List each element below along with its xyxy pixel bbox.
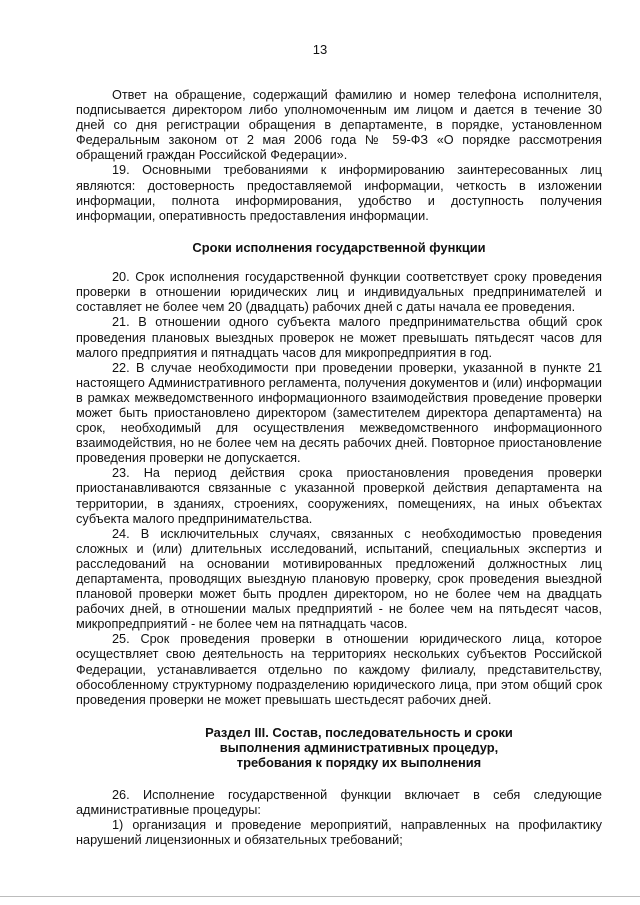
heading-section-3-line-3: требования к порядку их выполнения	[236, 755, 482, 771]
heading-section-3-line-2: выполнения административных процедур,	[219, 740, 499, 756]
heading-section-3	[76, 725, 602, 771]
paragraph-23: 23. На период действия срока приостановления проведения проверки приостанавливаются связанные с указанной проверкой действия департамента на территории, в зданиях, строениях, сооружениях, помещениях, на иных объектах субъекта малого предпринимательства.	[76, 466, 602, 526]
paragraph-20: 20. Срок исполнения государственной функции соответствует сроку проведения проверки в отношении юридических лиц и индивидуальных предпринимателей и составляет не более чем 20 (двадцать) рабочих дней с даты начала ее проведения.	[76, 270, 602, 315]
paragraph-26: 26. Исполнение государственной функции включает в себя следующие административные процедуры:	[76, 787, 602, 817]
paragraph-response-to-appeal: Ответ на обращение, содержащий фамилию и номер телефона исполнителя, подписывается директором либо уполномоченным им лицом и дается в течение 30 дней со дня регистрации обращения в департаменте, в порядке, установленном Федеральным законом от 2 мая 2006 года № 59-ФЗ «О порядке рассмотрения обращений граждан Российской Федерации».	[76, 88, 602, 163]
document-body	[76, 88, 602, 848]
paragraph-22: 22. В случае необходимости при проведении проверки, указанной в пункте 21 настоящего Административного регламента, получения документов и (или) информации в рамках межведомственного информационного взаимодействия проведение проверки может быть приостановлено директором (заместителем директора департамента) на срок, необходимый для осуществления межведомственного информационного взаимодействия, но не более чем на десять рабочих дней. Повторное приостановление проведения проверки не допускается.	[76, 360, 602, 466]
heading-deadlines: Сроки исполнения государственной функции	[192, 239, 486, 255]
paragraph-19: 19. Основными требованиями к информированию заинтересованных лиц являются: достоверность предоставляемой информации, четкость в изложении информации, полнота информирования, удобство и доступность получения информации, оперативность предоставления информации.	[76, 163, 602, 223]
heading-section-3-line-1: Раздел III. Состав, последовательность и сроки	[205, 724, 513, 740]
page-number: 13	[312, 42, 328, 57]
paragraph-25: 25. Срок проведения проверки в отношении юридического лица, которое осуществляет свою деятельность на территориях нескольких субъектов Российской Федерации, устанавливается отдельно по каждому филиалу, представительству, обособленному структурному подразделению юридического лица, при этом общий срок проведения проверки не может превышать шестьдесят рабочих дней.	[76, 632, 602, 707]
paragraph-26-item-1: 1) организация и проведение мероприятий, направленных на профилактику нарушений лицензионных и обязательных требований;	[76, 817, 602, 848]
paragraph-21: 21. В отношении одного субъекта малого предпринимательства общий срок проведения плановых выездных проверок не может превышать пятьдесят часов для малого предприятия и пятнадцать часов для микропредприятия в год.	[76, 315, 602, 360]
page-bottom-edge	[0, 896, 640, 897]
paragraph-24: 24. В исключительных случаях, связанных с необходимостью проведения сложных и (или) длительных исследований, испытаний, специальных экспертиз и расследований на основании мотивированных предложений должностных лиц департамента, проводящих выездную плановую проверку, срок проведения выездной плановой проверки может быть продлен директором, но не более чем на двадцать рабочих дней, в отношении малых предприятий - не более чем на пятьдесят часов, микропредприятий - не более чем на пятнадцать часов.	[76, 526, 602, 632]
